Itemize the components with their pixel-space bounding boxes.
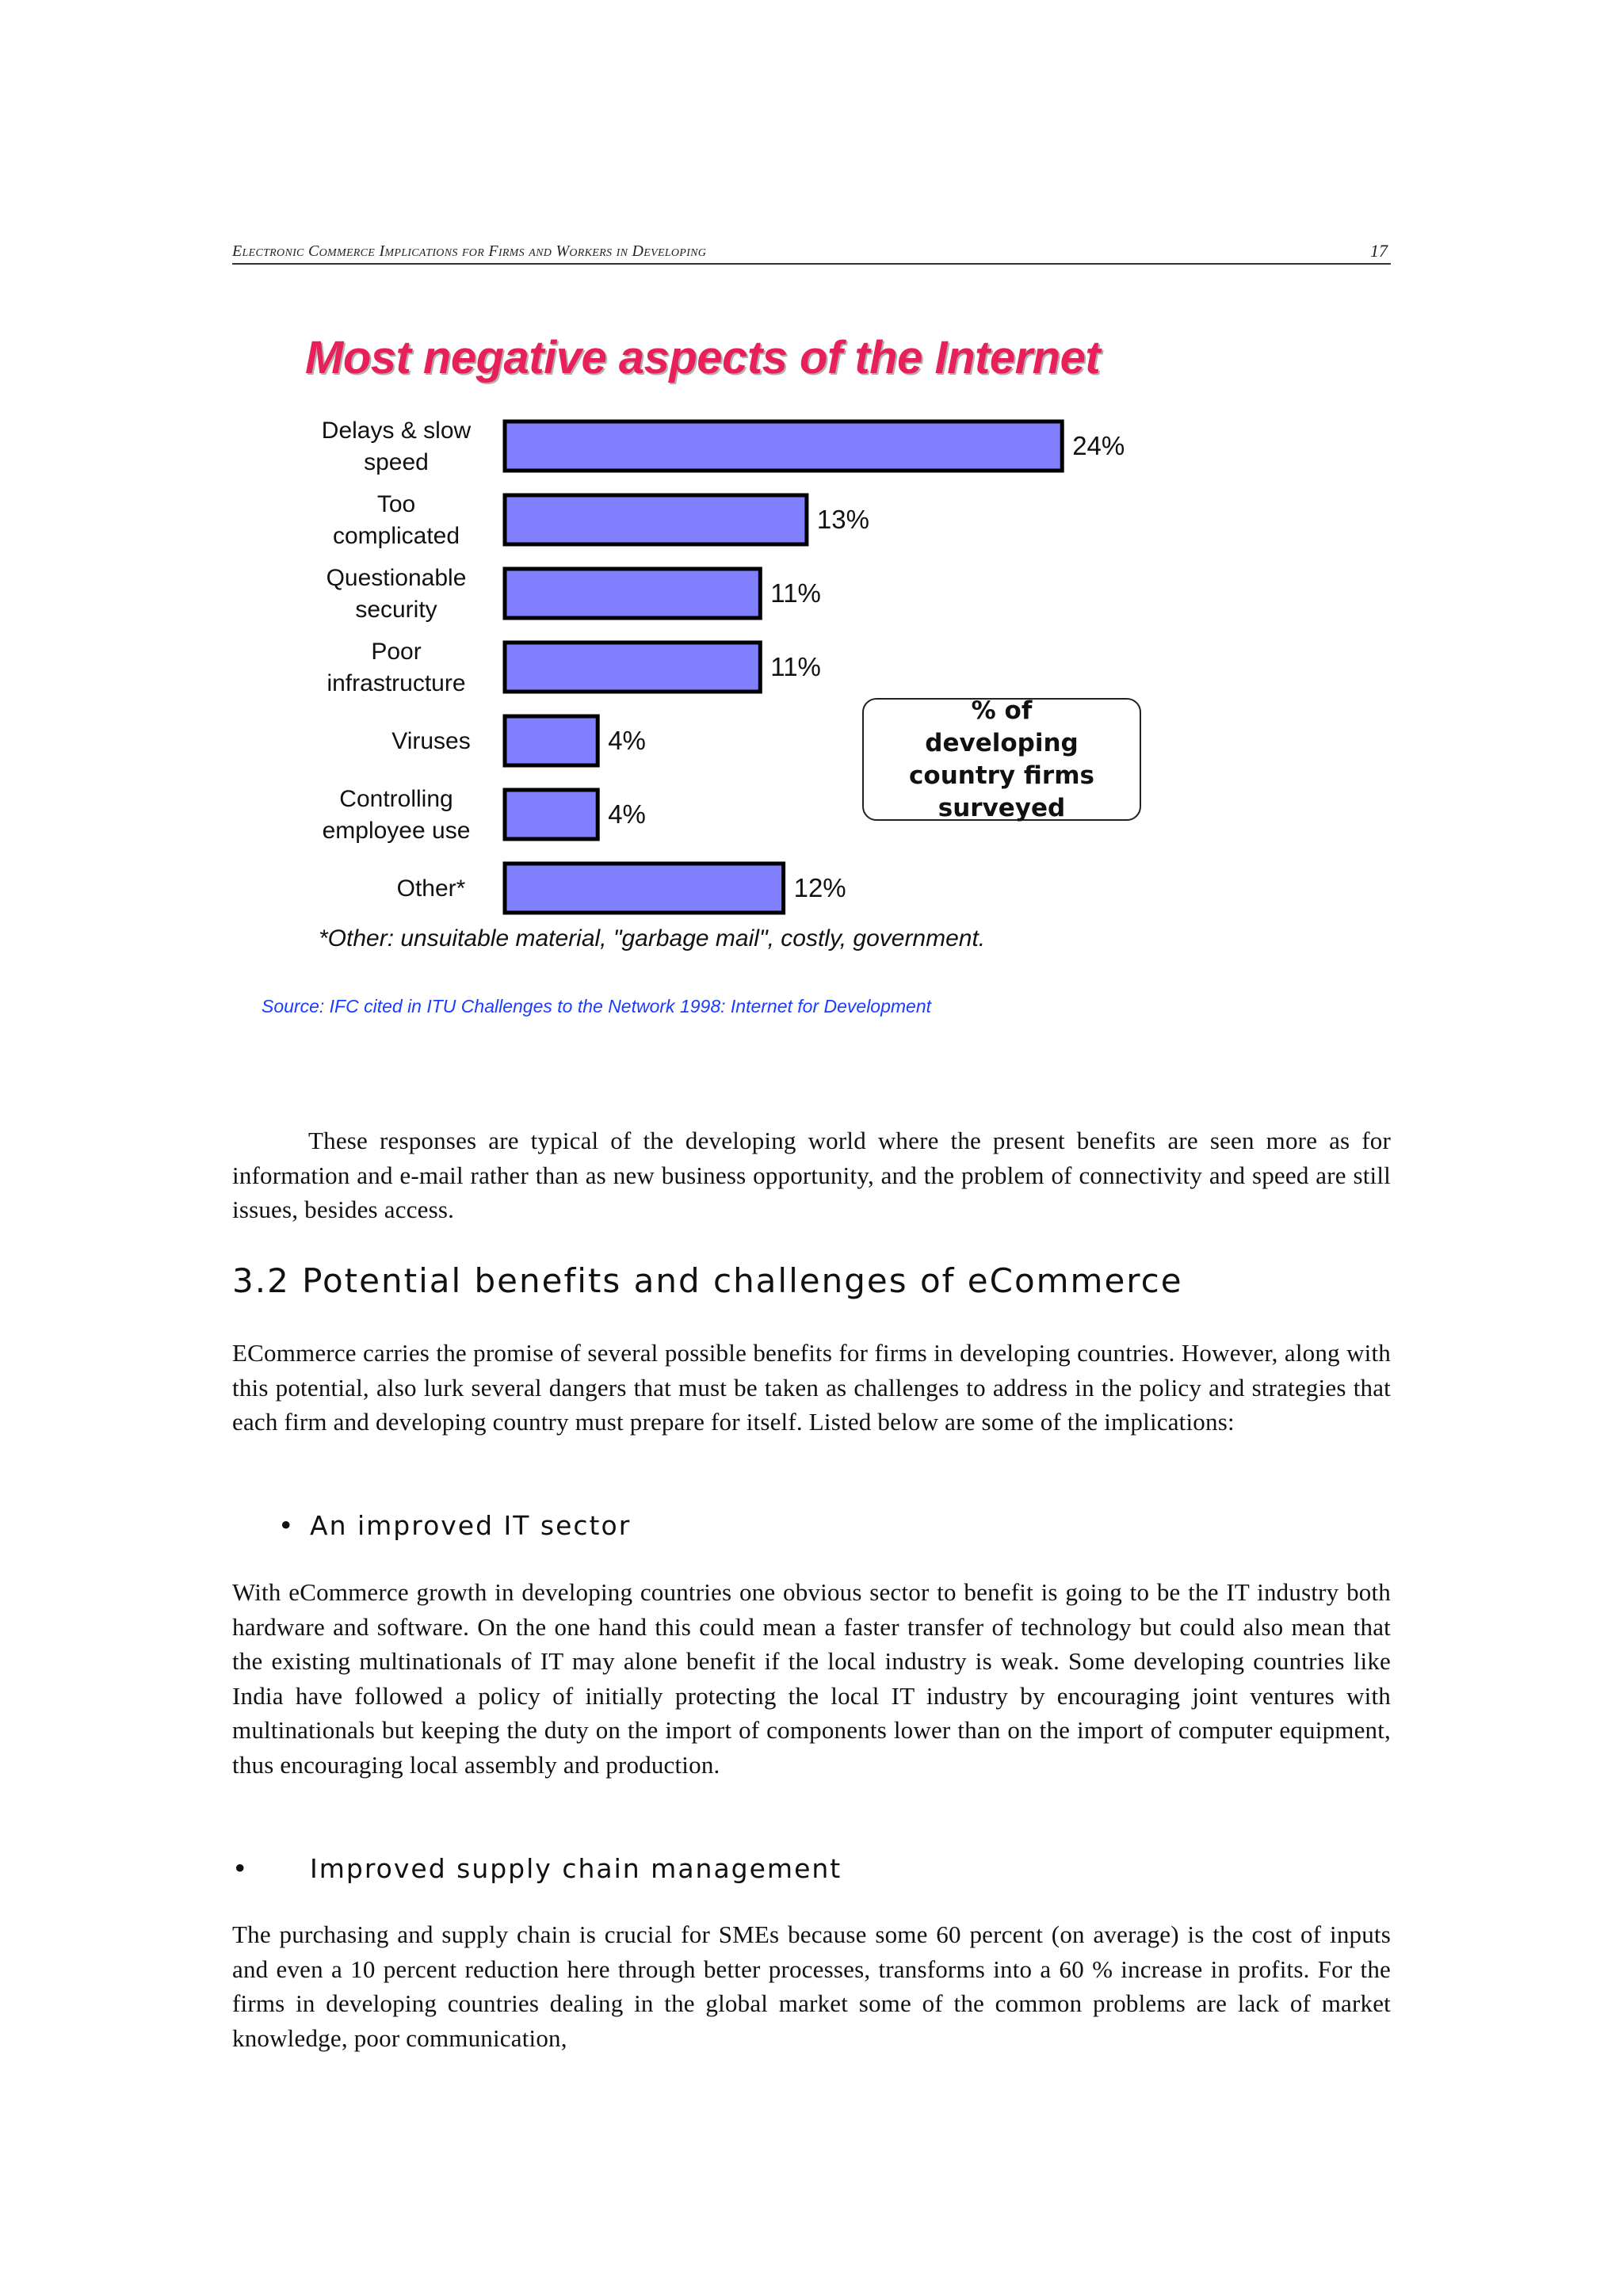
bar-7 bbox=[505, 864, 784, 913]
bar-4 bbox=[505, 643, 760, 692]
value-label-5: 4% bbox=[608, 726, 646, 755]
page-number: 17 bbox=[1370, 241, 1388, 261]
bar-3 bbox=[505, 569, 760, 618]
paragraph-supply-chain: The purchasing and supply chain is crucial for SMEs because some 60 percent (on average) is the cost of inputs and even a 10 percent reduction here through better processes, transforms into a 60 % increase in profits. For the firms in developing countries dealing in the global market some of the common problems are lack of market knowledge, poor communication, bbox=[232, 1920, 1391, 2052]
bullet-supply-chain bbox=[232, 1853, 1391, 1890]
chart-legend-box bbox=[862, 698, 1141, 821]
value-label-3: 11% bbox=[770, 578, 821, 608]
category-label-6: Controlling employee use bbox=[322, 786, 471, 844]
category-label-4: Poor infrastructure bbox=[327, 639, 466, 696]
bar-chart bbox=[0, 0, 1623, 919]
bullet-heading: Improved supply chain management bbox=[310, 1853, 842, 1884]
category-label-2: Too complicated bbox=[332, 491, 460, 549]
value-label-4: 11% bbox=[770, 652, 821, 681]
value-label-2: 13% bbox=[816, 505, 869, 534]
bullet-heading: An improved IT sector bbox=[310, 1510, 632, 1541]
legend-text: % of developing country firms surveyed bbox=[909, 696, 1094, 822]
paragraph-responses: These responses are typical of the developing world where the present benefits are seen more as for information and e-mail rather than as new business opportunity, and the problem of connectivity and speed are still issues, besides access. bbox=[232, 1127, 1391, 1223]
chart-footnote: *Other: unsuitable material, "garbage mail", costly, government. bbox=[319, 925, 986, 952]
bullet-symbol: • bbox=[232, 1853, 250, 1884]
chart-source: Source: IFC cited in ITU Challenges to the Network 1998: Internet for Development bbox=[262, 996, 932, 1016]
bullet-symbol: • bbox=[278, 1510, 296, 1541]
paragraph-ecommerce-promise: ECommerce carries the promise of several possible benefits for firms in developing countries. However, along with this potential, also lurk several dangers that must be taken as challenges to address in the policy and strategies that each firm and developing country must prepare for itself. Listed below are some of the implications: bbox=[232, 1339, 1391, 1436]
section-heading: 3.2 Potential benefits and challenges of eCommerce bbox=[232, 1261, 1183, 1300]
bullet-improved-it-sector bbox=[232, 1510, 1391, 1547]
bar-5 bbox=[505, 716, 598, 765]
bar-6 bbox=[505, 790, 598, 839]
category-label-3: Questionable security bbox=[326, 565, 467, 623]
value-label-6: 4% bbox=[608, 799, 646, 829]
category-label-5: Viruses bbox=[391, 728, 471, 754]
category-label-7: Other* bbox=[396, 875, 466, 902]
bar-1 bbox=[505, 421, 1062, 471]
value-label-7: 12% bbox=[793, 873, 846, 902]
chart-title: Most negative aspects of the Internet bbox=[305, 332, 1101, 383]
bar-2 bbox=[505, 495, 807, 544]
value-label-1: 24% bbox=[1072, 431, 1125, 460]
category-label-1: Delays & slow speed bbox=[321, 418, 472, 475]
paragraph-it-industry: With eCommerce growth in developing countries one obvious sector to benefit is going to be the IT industry both hardware and software. On the one hand this could mean a faster transfer of technology but could also mean that the existing multinationals of IT may alone benefit if the local industry is weak. Some developing countries like India have followed a policy of initially protecting the local IT industry by encouraging joint ventures with multinationals but keeping the duty on the import of components lower than on the import of computer equipment, thus encouraging local assembly and production. bbox=[232, 1578, 1391, 1779]
running-title: Electronic Commerce Implications for Firms and Workers in Developing bbox=[232, 242, 707, 260]
